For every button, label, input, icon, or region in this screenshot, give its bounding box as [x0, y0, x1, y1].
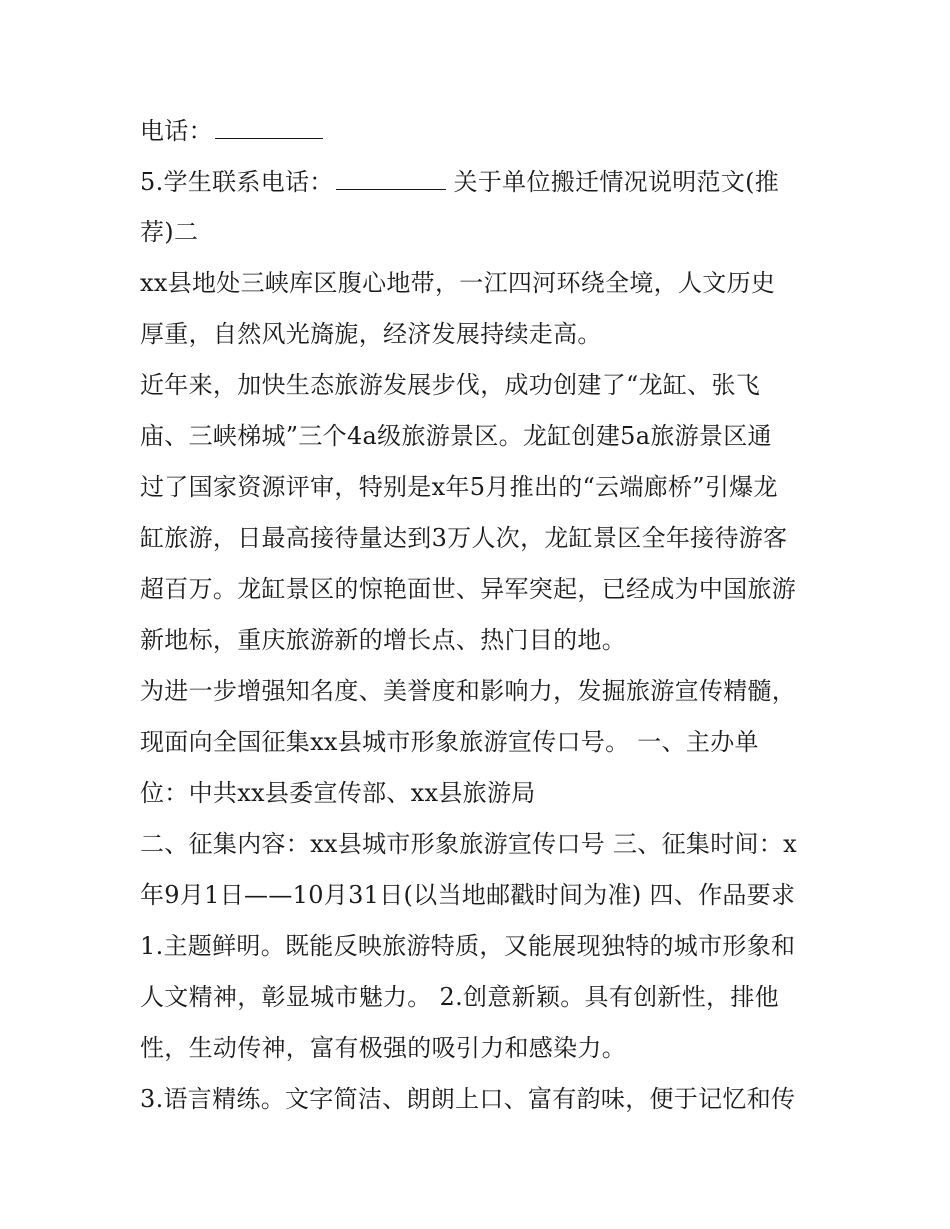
paragraph-line: 近年来，加快生态旅游发展步伐，成功创建了“龙缸、张飞	[140, 371, 761, 399]
student-phone-line	[140, 161, 820, 201]
section-title-part1: 关于单位搬迁情况说明范文(推	[453, 168, 780, 196]
paragraph-line: 人文精神，彰显城市魅力。 2.创意新颖。具有创新性，排他	[140, 983, 779, 1011]
paragraph-line: 庙、三峡梯城”三个4a级旅游景区。龙缸创建5a旅游景区通	[140, 422, 772, 450]
phone-blank	[215, 110, 323, 139]
paragraph-line: 3.语言精练。文字简洁、朗朗上口、富有韵味，便于记忆和传	[140, 1085, 796, 1113]
student-phone-blank	[336, 161, 446, 190]
paragraph-line: 现面向全国征集xx县城市形象旅游宣传口号。 一、主办单	[140, 728, 759, 756]
paragraph-line: 过了国家资源评审，特别是x年5月推出的“云端廊桥”引爆龙	[140, 473, 778, 501]
phone-line	[140, 110, 820, 150]
paragraph-line: xx县地处三峡库区腹心地带，一江四河环绕全境，人文历史	[140, 269, 776, 297]
paragraph-line: 位：中共xx县委宣传部、xx县旅游局	[140, 779, 536, 807]
paragraph-line: 缸旅游，日最高接待量达到3万人次，龙缸景区全年接待游客	[140, 524, 788, 552]
section-title-part2: 荐)二	[140, 218, 199, 246]
student-phone-label: 5.学生联系电话：	[140, 168, 334, 196]
phone-label: 电话：	[140, 117, 213, 145]
paragraph-line: 为进一步增强知名度、美誉度和影响力，发掘旅游宣传精髓，	[140, 677, 797, 705]
paragraph-line: 年9月1日——10月31日(以当地邮戳时间为准) 四、作品要求	[140, 881, 796, 909]
paragraph-line: 性，生动传神，富有极强的吸引力和感染力。	[140, 1034, 626, 1062]
paragraph-line: 超百万。龙缸景区的惊艳面世、异军突起，已经成为中国旅游	[140, 575, 797, 603]
paragraph-line: 新地标，重庆旅游新的增长点、热门目的地。	[140, 626, 626, 654]
paragraph-line: 二、征集内容：xx县城市形象旅游宣传口号 三、征集时间：x	[140, 830, 797, 858]
paragraph-line: 厚重，自然风光旖旎，经济发展持续走高。	[140, 320, 602, 348]
paragraph-line: 1.主题鲜明。既能反映旅游特质，又能展现独特的城市形象和	[140, 932, 796, 960]
